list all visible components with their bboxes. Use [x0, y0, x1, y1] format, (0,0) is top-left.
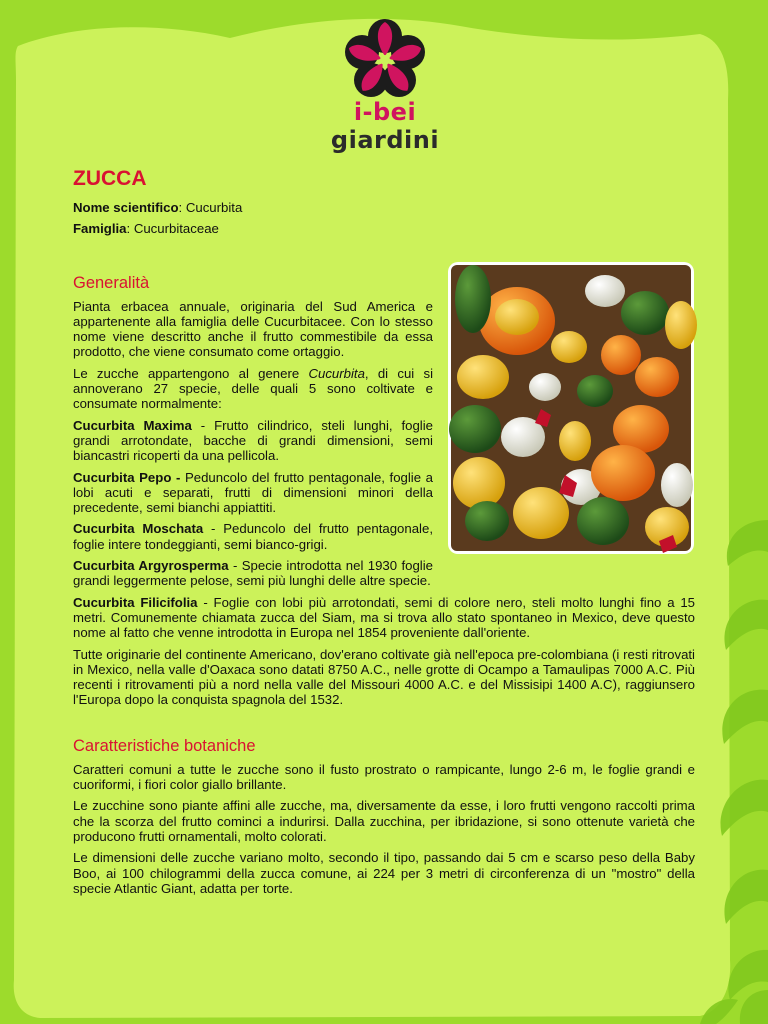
- page-title: ZUCCA: [73, 167, 147, 190]
- species-name: Cucurbita Pepo -: [73, 469, 181, 485]
- species-item: [73, 595, 695, 641]
- logo-text: [300, 98, 470, 154]
- flower-icon: [300, 16, 470, 102]
- family-label: Famiglia: [73, 221, 127, 237]
- species-name: Cucurbita Moschata: [73, 521, 204, 537]
- family: [73, 221, 695, 236]
- species-desc: Peduncolo del frutto pentagonale, foglie a lobi acuti e separati, frutti di dimensioni minori della precedente, semi bianchi appiattiti.: [73, 469, 433, 516]
- species-name: Cucurbita Filicifolia: [73, 594, 198, 610]
- scientific-name-value: : Cucurbita: [178, 200, 243, 215]
- pumpkins-photo: [445, 259, 697, 557]
- species-name: Cucurbita Maxima: [73, 417, 192, 433]
- botanical-paragraph-3: Le dimensioni delle zucche variano molto, secondo il tipo, passando dai 5 cm e scarso peso della Baby Boo, ai 100 chilogrammi della zucca comune, ai 224 per 3 metri di circonferenza di un "mostro" della specie Atlantic Giant, adatta per torte.: [73, 850, 695, 896]
- species-item: [73, 558, 695, 589]
- botanical-paragraph-2: Le zucchine sono piante affini alle zucche, ma, diversamente da esse, i loro frutti vengono raccolti prima che la scorza del frutto cominci a indurirsi. Dalla zucchina, per ibridazione, si sono ottenute varietà che producono frutti ornamentali, molto colorati.: [73, 798, 695, 844]
- section-heading-general: Generalità: [73, 273, 150, 292]
- species-desc: - Peduncolo del frutto pentagonale, foglie intere tondeggianti, semi bianco-grigi.: [73, 521, 433, 552]
- species-desc: - Specie introdotta nel 1930 foglie grandi leggermente pelose, semi più lunghi delle altre specie.: [73, 558, 433, 589]
- scientific-name-label: Nome scientifico: [73, 200, 179, 215]
- family-value: : Cucurbitaceae: [126, 221, 219, 237]
- article: [73, 166, 695, 902]
- logo-word-2: giardini: [330, 126, 440, 154]
- general-paragraph-3: Tutte originarie del continente Americano, dov'erano coltivate già nell'epoca pre-colombiana (i resti ritrovati in Mexico, nella valle d'Oaxaca sono datati 8750 A.C., nelle grotte di Ocampo a Tamaulipas 7000 A.C. Più recenti i ritrovamenti più a nord nella valle del Missouri 4000 A.C. e del Missisipi 1400 A.C), raggiunsero l'Europa dopo la conquista spagnola del 1532.: [73, 646, 695, 708]
- logo: [300, 16, 470, 154]
- scientific-name: [73, 200, 695, 215]
- species-desc: - Foglie con lobi più arrotondati, semi di colore nero, steli molto lunghi fino a 15 metri. Comunemente chiamata zucca del Siam, ma si trova allo stato spontaneo in Mexico, deve questo nome al fatto che venne introdotta in Europa nel 1854 proveniente dall'oriente.: [73, 594, 695, 641]
- genus-name: Cucurbita: [308, 365, 365, 381]
- botanical-paragraph-1: Caratteri comuni a tutte le zucche sono il fusto prostrato o rampicante, lungo 2-6 m, le foglie grandi e cuoriformi, i fiori color giallo brillante.: [73, 761, 695, 793]
- species-desc: - Frutto cilindrico, steli lunghi, foglie grandi arrotondate, bacche di grandi dimensioni, semi biancastri ricoperti da una pellicola.: [73, 417, 433, 464]
- general-paragraph-1: Pianta erbacea annuale, originaria del Sud America e appartenente alla famiglia delle Cucurbitacee. Con lo stesso nome viene descritto anche il frutto commestibile da essa prodotto, che viene consumato come ortaggio.: [73, 298, 433, 360]
- logo-word-1: i-bei: [353, 98, 417, 126]
- general-p2-before: Le zucche appartengono al genere: [73, 365, 309, 381]
- species-name: Cucurbita Argyrosperma: [73, 558, 229, 574]
- section-heading-botanical: Caratteristiche botaniche: [73, 736, 256, 755]
- general-p2-after: , di cui si annoverano 27 specie, delle quali 5 sono coltivate e consumate normalmente:: [73, 365, 433, 412]
